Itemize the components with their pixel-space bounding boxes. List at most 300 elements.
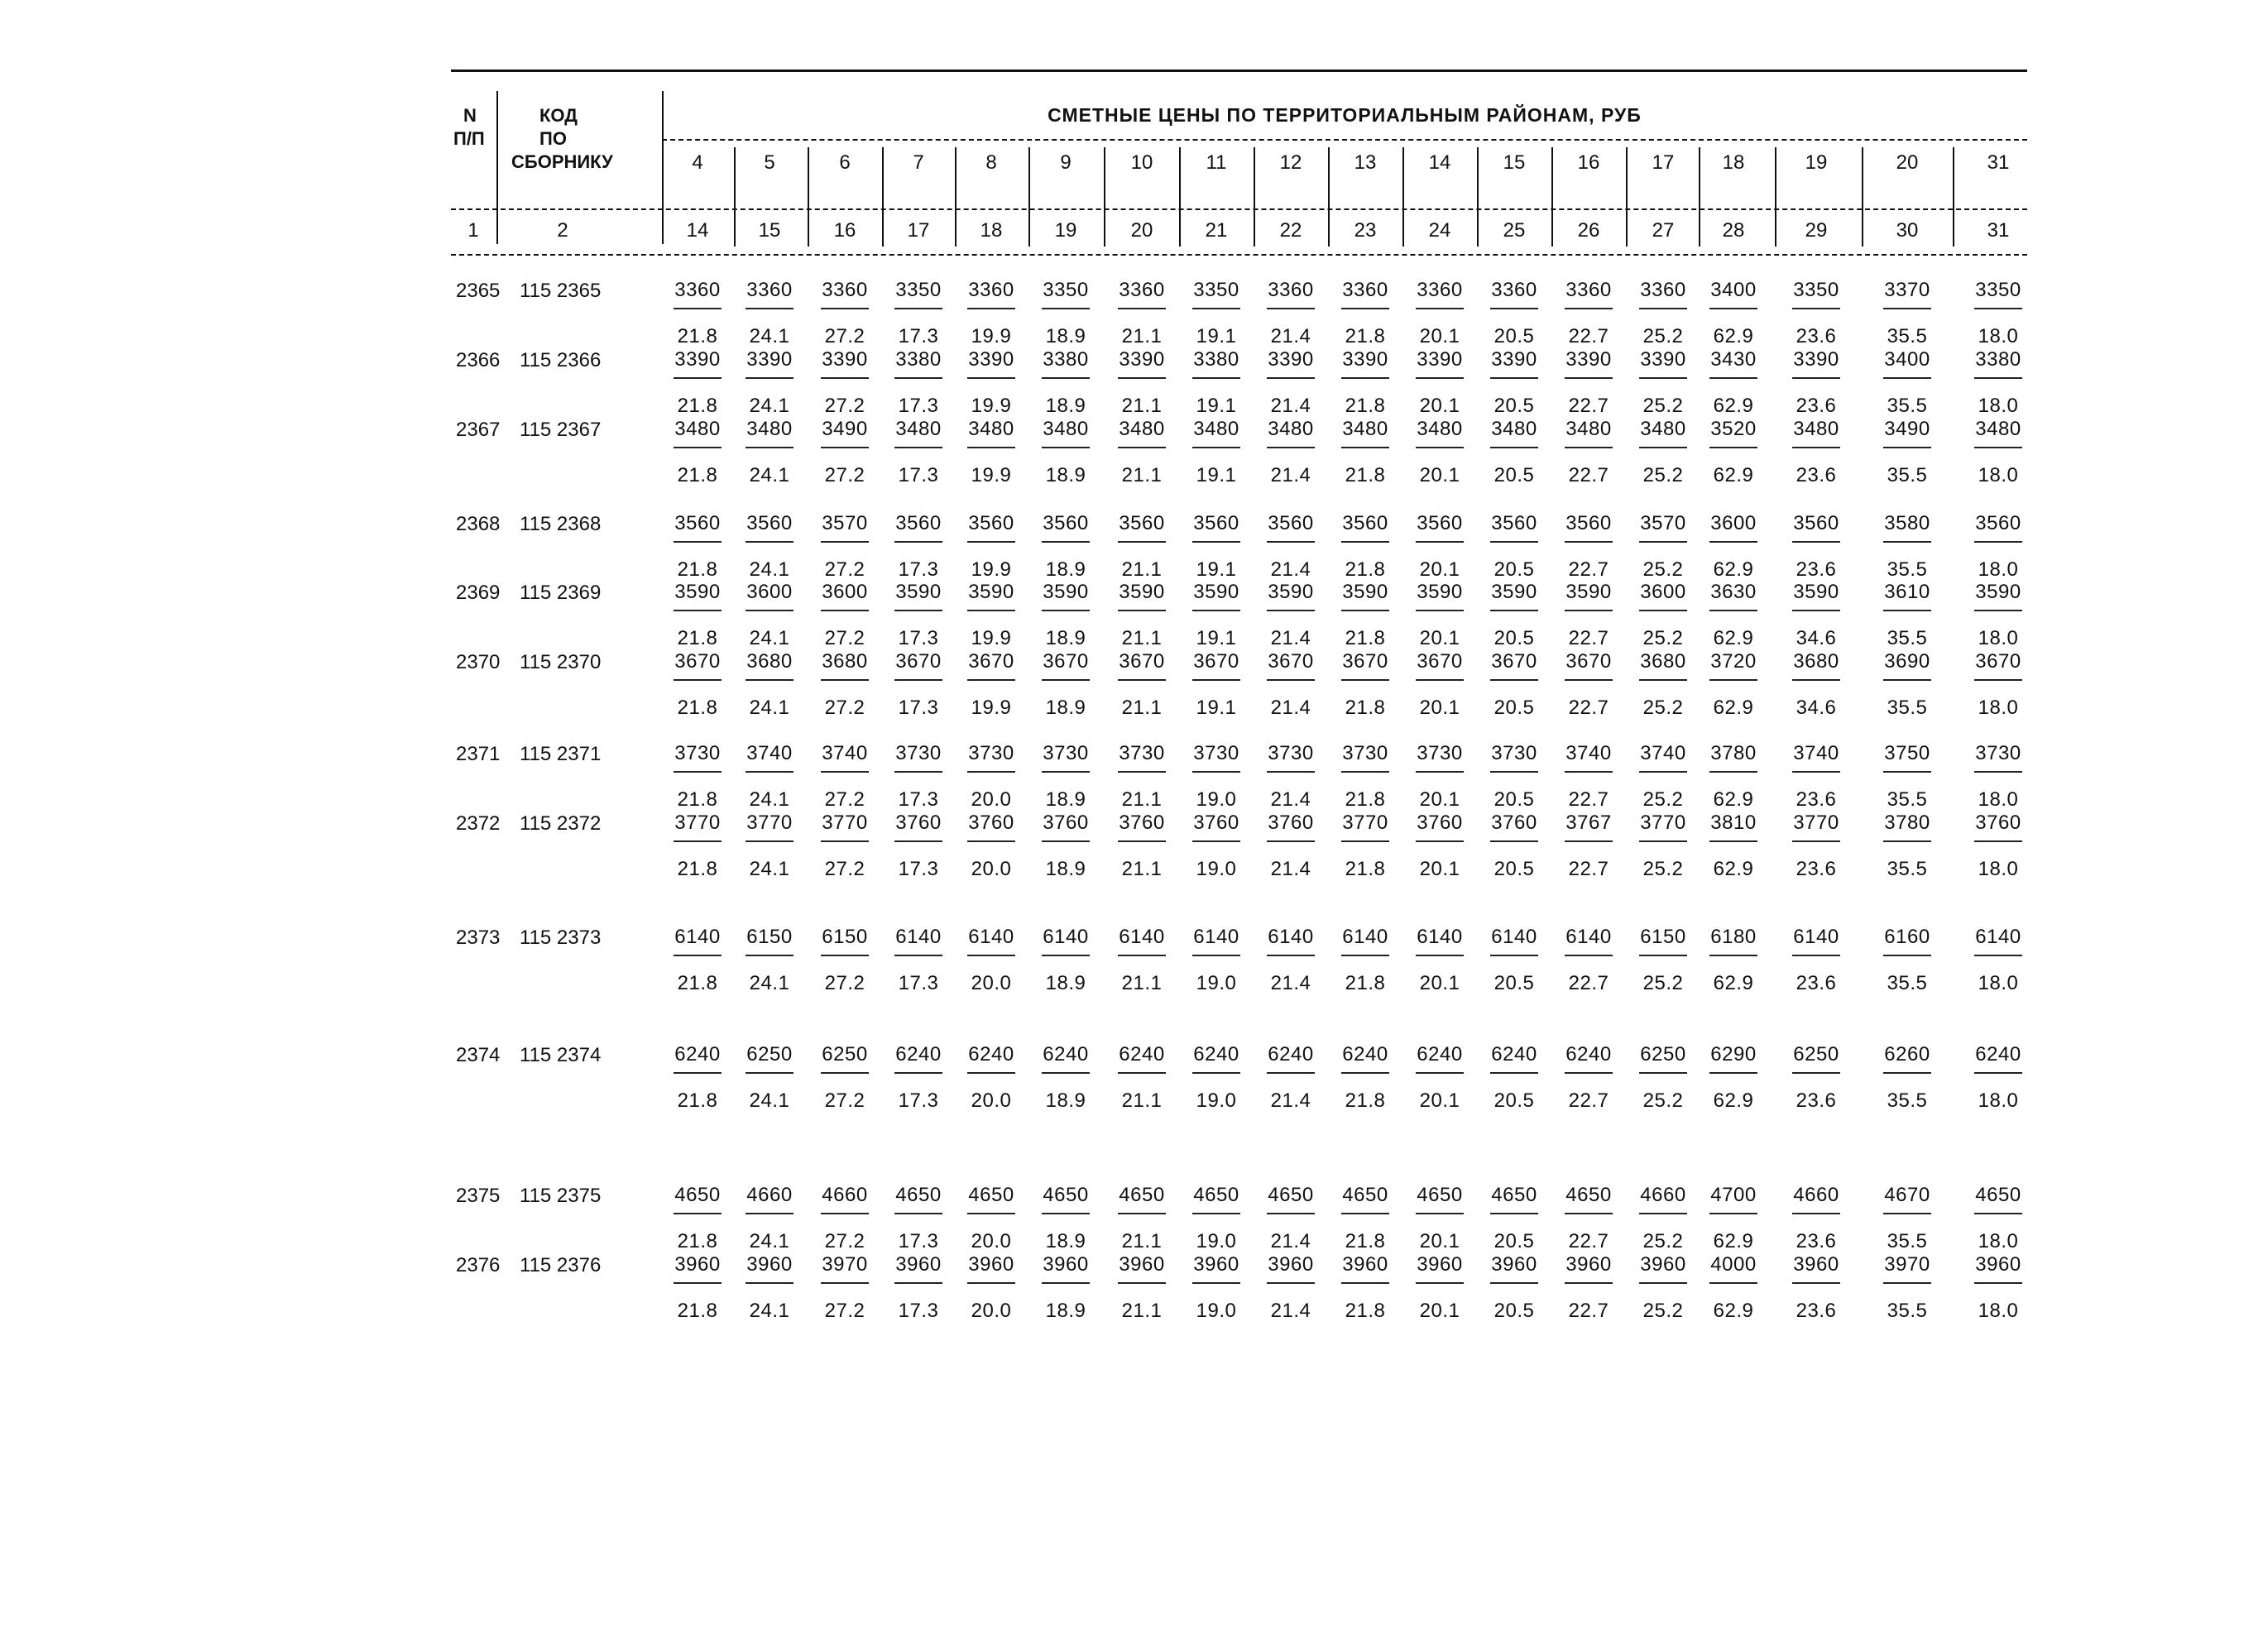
fraction-bar	[1192, 955, 1240, 956]
price-cell: 3480	[895, 418, 942, 440]
row-number: 2373	[456, 927, 501, 949]
coefficient-cell: 17.3	[898, 464, 939, 486]
coefficient-cell: 27.2	[824, 1300, 865, 1322]
price-cell: 6140	[1565, 926, 1612, 948]
index-cell: 2	[557, 219, 568, 242]
price-cell: 6140	[968, 926, 1014, 948]
fraction-bar	[746, 1282, 793, 1284]
index-cell: 28	[1722, 219, 1745, 242]
district-number: 17	[1652, 151, 1675, 174]
coefficient-cell: 24.1	[749, 697, 790, 719]
coefficient-cell: 24.1	[749, 788, 790, 811]
row-code: 115 2371	[520, 743, 602, 765]
fraction-bar	[1974, 1282, 2022, 1284]
fraction-bar	[1792, 679, 1840, 681]
fraction-bar	[1042, 771, 1090, 773]
fraction-bar	[1974, 771, 2022, 773]
coefficient-cell: 35.5	[1887, 395, 1928, 417]
coefficient-cell: 25.2	[1642, 1300, 1684, 1322]
price-cell: 3670	[1119, 650, 1165, 673]
header-po: ПО	[539, 128, 567, 149]
fraction-bar	[1974, 1072, 2022, 1074]
coefficient-cell: 19.9	[971, 627, 1012, 649]
header-divider	[662, 139, 2027, 141]
fraction-bar	[1974, 679, 2022, 681]
fraction-bar	[821, 308, 869, 309]
coefficient-cell: 17.3	[898, 788, 939, 811]
price-cell: 3350	[895, 279, 942, 301]
fraction-bar	[674, 541, 722, 543]
fraction-bar	[674, 840, 722, 842]
coefficient-cell: 22.7	[1568, 558, 1609, 581]
fraction-bar	[967, 447, 1015, 448]
fraction-bar	[1118, 308, 1166, 309]
price-cell: 3590	[1417, 581, 1463, 603]
coefficient-cell: 35.5	[1887, 858, 1928, 880]
price-cell: 3670	[1043, 650, 1089, 673]
row-code: 115 2376	[520, 1254, 602, 1276]
fraction-bar	[1042, 610, 1090, 611]
price-cell: 3960	[1793, 1253, 1839, 1276]
coefficient-cell: 27.2	[824, 858, 865, 880]
index-cell: 16	[833, 219, 856, 242]
price-cell: 3560	[1975, 512, 2021, 534]
district-number: 16	[1577, 151, 1600, 174]
fraction-bar	[1639, 771, 1687, 773]
district-number: 15	[1503, 151, 1526, 174]
coefficient-cell: 25.2	[1642, 697, 1684, 719]
coefficient-cell: 24.1	[749, 1089, 790, 1112]
district-number: 14	[1428, 151, 1451, 174]
row-code: 115 2368	[520, 513, 602, 535]
price-cell: 3670	[1417, 650, 1463, 673]
fraction-bar	[1883, 308, 1931, 309]
price-cell: 4700	[1710, 1184, 1757, 1206]
price-cell: 3590	[968, 581, 1014, 603]
price-cell: 6240	[1268, 1043, 1314, 1065]
price-cell: 4650	[1565, 1184, 1612, 1206]
column-separator	[1775, 147, 1776, 247]
coefficient-cell: 20.5	[1493, 858, 1535, 880]
coefficient-cell: 21.4	[1270, 972, 1311, 994]
price-cell: 6140	[674, 926, 721, 948]
fraction-bar	[746, 610, 793, 611]
price-cell: 3780	[1710, 742, 1757, 764]
price-cell: 6140	[1119, 926, 1165, 948]
fraction-bar	[1974, 447, 2022, 448]
coefficient-cell: 21.8	[677, 972, 718, 994]
price-cell: 3390	[1268, 348, 1314, 371]
coefficient-cell: 18.0	[1978, 1300, 2019, 1322]
coefficient-cell: 21.4	[1270, 697, 1311, 719]
column-separator	[1626, 147, 1628, 247]
row-number: 2365	[456, 280, 501, 302]
fraction-bar	[967, 679, 1015, 681]
coefficient-cell: 20.5	[1493, 325, 1535, 347]
price-cell: 3960	[1342, 1253, 1388, 1276]
price-cell: 3730	[1975, 742, 2021, 764]
coefficient-cell: 62.9	[1713, 1300, 1754, 1322]
fraction-bar	[1709, 1282, 1757, 1284]
fraction-bar	[1639, 1072, 1687, 1074]
coefficient-cell: 17.3	[898, 627, 939, 649]
price-cell: 3400	[1884, 348, 1930, 371]
fraction-bar	[1042, 1213, 1090, 1214]
coefficient-cell: 20.5	[1493, 627, 1535, 649]
fraction-bar	[1416, 1072, 1464, 1074]
price-cell: 3480	[746, 418, 793, 440]
coefficient-cell: 21.1	[1121, 858, 1163, 880]
price-cell: 3560	[895, 512, 942, 534]
coefficient-cell: 24.1	[749, 325, 790, 347]
fraction-bar	[1341, 308, 1389, 309]
district-number: 12	[1279, 151, 1302, 174]
fraction-bar	[674, 771, 722, 773]
fraction-bar	[1490, 840, 1538, 842]
price-cell: 6240	[1975, 1043, 2021, 1065]
price-cell: 3570	[822, 512, 868, 534]
price-cell: 3480	[1491, 418, 1537, 440]
price-cell: 4650	[1342, 1184, 1388, 1206]
fraction-bar	[674, 1213, 722, 1214]
coefficient-cell: 35.5	[1887, 464, 1928, 486]
fraction-bar	[1565, 1072, 1613, 1074]
index-cell: 22	[1279, 219, 1302, 242]
fraction-bar	[1490, 679, 1538, 681]
coefficient-cell: 23.6	[1796, 464, 1837, 486]
coefficient-cell: 18.0	[1978, 972, 2019, 994]
coefficient-cell: 25.2	[1642, 627, 1684, 649]
fraction-bar	[1883, 955, 1931, 956]
price-cell: 3480	[1043, 418, 1089, 440]
price-cell: 3360	[822, 279, 868, 301]
coefficient-cell: 19.0	[1196, 788, 1237, 811]
price-cell: 3760	[968, 812, 1014, 834]
coefficient-cell: 18.9	[1045, 558, 1086, 581]
price-cell: 6290	[1710, 1043, 1757, 1065]
coefficient-cell: 22.7	[1568, 395, 1609, 417]
price-cell: 3560	[1793, 512, 1839, 534]
coefficient-cell: 19.9	[971, 464, 1012, 486]
coefficient-cell: 62.9	[1713, 858, 1754, 880]
price-cell: 6180	[1710, 926, 1757, 948]
coefficient-cell: 21.8	[677, 627, 718, 649]
fraction-bar	[1490, 377, 1538, 379]
price-cell: 3560	[1043, 512, 1089, 534]
price-cell: 3960	[674, 1253, 721, 1276]
price-cell: 4670	[1884, 1184, 1930, 1206]
fraction-bar	[1639, 447, 1687, 448]
coefficient-cell: 23.6	[1796, 858, 1837, 880]
price-cell: 3380	[895, 348, 942, 371]
index-cell: 23	[1354, 219, 1377, 242]
coefficient-cell: 21.4	[1270, 858, 1311, 880]
fraction-bar	[821, 1213, 869, 1214]
fraction-bar	[821, 541, 869, 543]
fraction-bar	[674, 610, 722, 611]
coefficient-cell: 21.8	[1345, 788, 1386, 811]
coefficient-cell: 21.1	[1121, 1300, 1163, 1322]
price-cell: 3600	[822, 581, 868, 603]
coefficient-cell: 25.2	[1642, 1230, 1684, 1252]
price-cell: 3390	[1119, 348, 1165, 371]
fraction-bar	[967, 1282, 1015, 1284]
fraction-bar	[674, 1282, 722, 1284]
price-cell: 4650	[1417, 1184, 1463, 1206]
coefficient-cell: 27.2	[824, 1230, 865, 1252]
index-cell: 26	[1577, 219, 1600, 242]
fraction-bar	[1709, 840, 1757, 842]
coefficient-cell: 22.7	[1568, 697, 1609, 719]
price-cell: 3740	[822, 742, 868, 764]
coefficient-cell: 21.1	[1121, 697, 1163, 719]
price-cell: 3960	[1268, 1253, 1314, 1276]
coefficient-cell: 27.2	[824, 325, 865, 347]
price-cell: 6240	[1417, 1043, 1463, 1065]
price-cell: 3730	[968, 742, 1014, 764]
column-separator	[955, 147, 957, 247]
fraction-bar	[967, 377, 1015, 379]
price-cell: 3480	[1119, 418, 1165, 440]
fraction-bar	[1192, 541, 1240, 543]
row-number: 2367	[456, 419, 501, 441]
index-cell: 31	[1987, 219, 2010, 242]
fraction-bar	[746, 840, 793, 842]
price-cell: 3590	[1565, 581, 1612, 603]
price-cell: 3360	[1342, 279, 1388, 301]
fraction-bar	[1416, 840, 1464, 842]
header-bottom-rule	[451, 254, 2027, 256]
coefficient-cell: 35.5	[1887, 558, 1928, 581]
price-cell: 3380	[1193, 348, 1239, 371]
price-cell: 3390	[1565, 348, 1612, 371]
coefficient-cell: 25.2	[1642, 395, 1684, 417]
coefficient-cell: 20.1	[1419, 1230, 1460, 1252]
fraction-bar	[1192, 1072, 1240, 1074]
coefficient-cell: 19.9	[971, 558, 1012, 581]
price-cell: 3730	[1491, 742, 1537, 764]
fraction-bar	[821, 377, 869, 379]
price-cell: 3560	[1193, 512, 1239, 534]
price-cell: 4650	[895, 1184, 942, 1206]
coefficient-cell: 18.0	[1978, 1230, 2019, 1252]
fraction-bar	[1565, 377, 1613, 379]
district-number: 20	[1896, 151, 1919, 174]
coefficient-cell: 18.9	[1045, 395, 1086, 417]
column-separator	[1179, 147, 1181, 247]
coefficient-cell: 62.9	[1713, 1089, 1754, 1112]
price-cell: 3960	[895, 1253, 942, 1276]
price-cell: 3480	[1565, 418, 1612, 440]
fraction-bar	[894, 308, 942, 309]
coefficient-cell: 62.9	[1713, 395, 1754, 417]
coefficient-cell: 20.1	[1419, 697, 1460, 719]
fraction-bar	[821, 679, 869, 681]
coefficient-cell: 17.3	[898, 558, 939, 581]
coefficient-cell: 21.8	[1345, 858, 1386, 880]
fraction-bar	[746, 1213, 793, 1214]
price-cell: 3350	[1043, 279, 1089, 301]
price-cell: 6240	[1193, 1043, 1239, 1065]
fraction-bar	[894, 955, 942, 956]
fraction-bar	[1490, 308, 1538, 309]
coefficient-cell: 35.5	[1887, 1089, 1928, 1112]
price-cell: 3740	[1793, 742, 1839, 764]
coefficient-cell: 22.7	[1568, 627, 1609, 649]
fraction-bar	[1192, 308, 1240, 309]
price-cell: 6140	[1268, 926, 1314, 948]
fraction-bar	[1416, 955, 1464, 956]
fraction-bar	[1490, 447, 1538, 448]
price-cell: 6250	[822, 1043, 868, 1065]
index-cell: 17	[907, 219, 930, 242]
price-cell: 3480	[1342, 418, 1388, 440]
price-cell: 3350	[1975, 279, 2021, 301]
price-cell: 3600	[746, 581, 793, 603]
fraction-bar	[674, 955, 722, 956]
fraction-bar	[1709, 679, 1757, 681]
coefficient-cell: 19.9	[971, 325, 1012, 347]
fraction-bar	[1267, 679, 1315, 681]
coefficient-cell: 27.2	[824, 697, 865, 719]
coefficient-cell: 18.0	[1978, 858, 2019, 880]
price-cell: 6250	[746, 1043, 793, 1065]
price-cell: 3670	[1975, 650, 2021, 673]
coefficient-cell: 22.7	[1568, 858, 1609, 880]
coefficient-cell: 20.1	[1419, 395, 1460, 417]
price-cell: 3960	[1119, 1253, 1165, 1276]
fraction-bar	[1416, 541, 1464, 543]
fraction-bar	[1267, 1213, 1315, 1214]
price-cell: 3590	[1342, 581, 1388, 603]
price-cell: 3360	[746, 279, 793, 301]
table-top-rule	[451, 69, 2027, 72]
price-cell: 3490	[822, 418, 868, 440]
fraction-bar	[1341, 1072, 1389, 1074]
coefficient-cell: 21.8	[1345, 697, 1386, 719]
fraction-bar	[1792, 610, 1840, 611]
price-cell: 3560	[968, 512, 1014, 534]
price-cell: 6140	[1491, 926, 1537, 948]
fraction-bar	[1416, 377, 1464, 379]
fraction-bar	[1974, 840, 2022, 842]
fraction-bar	[1792, 955, 1840, 956]
price-cell: 3970	[1884, 1253, 1930, 1276]
fraction-bar	[1565, 610, 1613, 611]
price-cell: 3960	[1640, 1253, 1686, 1276]
fraction-bar	[746, 955, 793, 956]
price-cell: 6150	[746, 926, 793, 948]
coefficient-cell: 24.1	[749, 627, 790, 649]
fraction-bar	[1192, 1213, 1240, 1214]
fraction-bar	[1792, 541, 1840, 543]
price-cell: 3960	[1043, 1253, 1089, 1276]
price-cell: 6240	[968, 1043, 1014, 1065]
coefficient-cell: 19.1	[1196, 627, 1237, 649]
fraction-bar	[1118, 840, 1166, 842]
column-separator	[1551, 147, 1553, 247]
fraction-bar	[967, 1213, 1015, 1214]
coefficient-cell: 21.8	[677, 697, 718, 719]
fraction-bar	[1639, 679, 1687, 681]
price-cell: 6260	[1884, 1043, 1930, 1065]
fraction-bar	[1192, 610, 1240, 611]
coefficient-cell: 27.2	[824, 972, 865, 994]
coefficient-cell: 25.2	[1642, 858, 1684, 880]
price-cell: 3390	[968, 348, 1014, 371]
fraction-bar	[674, 1072, 722, 1074]
coefficient-cell: 25.2	[1642, 972, 1684, 994]
fraction-bar	[967, 610, 1015, 611]
fraction-bar	[1416, 610, 1464, 611]
coefficient-cell: 20.1	[1419, 972, 1460, 994]
price-cell: 3730	[1043, 742, 1089, 764]
coefficient-cell: 21.8	[677, 464, 718, 486]
price-cell: 3730	[1119, 742, 1165, 764]
index-cell: 25	[1503, 219, 1526, 242]
fraction-bar	[1192, 377, 1240, 379]
price-cell: 3480	[968, 418, 1014, 440]
price-cell: 3750	[1884, 742, 1930, 764]
coefficient-cell: 18.0	[1978, 325, 2019, 347]
coefficient-cell: 19.0	[1196, 1230, 1237, 1252]
index-cell: 15	[758, 219, 781, 242]
price-cell: 4660	[822, 1184, 868, 1206]
price-cell: 3960	[746, 1253, 793, 1276]
fraction-bar	[1267, 771, 1315, 773]
fraction-bar	[1267, 1072, 1315, 1074]
price-cell: 4000	[1710, 1253, 1757, 1276]
fraction-bar	[1883, 447, 1931, 448]
coefficient-cell: 35.5	[1887, 788, 1928, 811]
fraction-bar	[894, 679, 942, 681]
coefficient-cell: 23.6	[1796, 1089, 1837, 1112]
price-cell: 3760	[1975, 812, 2021, 834]
fraction-bar	[1974, 377, 2022, 379]
price-cell: 6240	[1491, 1043, 1537, 1065]
price-cell: 3740	[746, 742, 793, 764]
coefficient-cell: 18.0	[1978, 558, 2019, 581]
fraction-bar	[1118, 955, 1166, 956]
district-number: 6	[839, 151, 851, 174]
coefficient-cell: 35.5	[1887, 697, 1928, 719]
coefficient-cell: 25.2	[1642, 558, 1684, 581]
fraction-bar	[967, 840, 1015, 842]
price-cell: 6140	[1043, 926, 1089, 948]
price-cell: 6240	[674, 1043, 721, 1065]
column-separator	[1254, 147, 1255, 247]
coefficient-cell: 21.8	[1345, 972, 1386, 994]
coefficient-cell: 20.1	[1419, 325, 1460, 347]
coefficient-cell: 24.1	[749, 395, 790, 417]
fraction-bar	[1341, 840, 1389, 842]
price-cell: 3480	[1975, 418, 2021, 440]
coefficient-cell: 23.6	[1796, 1300, 1837, 1322]
row-code: 115 2375	[520, 1185, 602, 1207]
fraction-bar	[1042, 308, 1090, 309]
row-number: 2374	[456, 1044, 501, 1066]
price-cell: 3670	[968, 650, 1014, 673]
coefficient-cell: 21.8	[1345, 1089, 1386, 1112]
price-cell: 3490	[1884, 418, 1930, 440]
fraction-bar	[1883, 541, 1931, 543]
index-cell: 1	[467, 219, 479, 242]
coefficient-cell: 21.8	[1345, 395, 1386, 417]
coefficient-cell: 20.1	[1419, 1300, 1460, 1322]
fraction-bar	[1341, 541, 1389, 543]
fraction-bar	[746, 771, 793, 773]
coefficient-cell: 21.8	[677, 325, 718, 347]
